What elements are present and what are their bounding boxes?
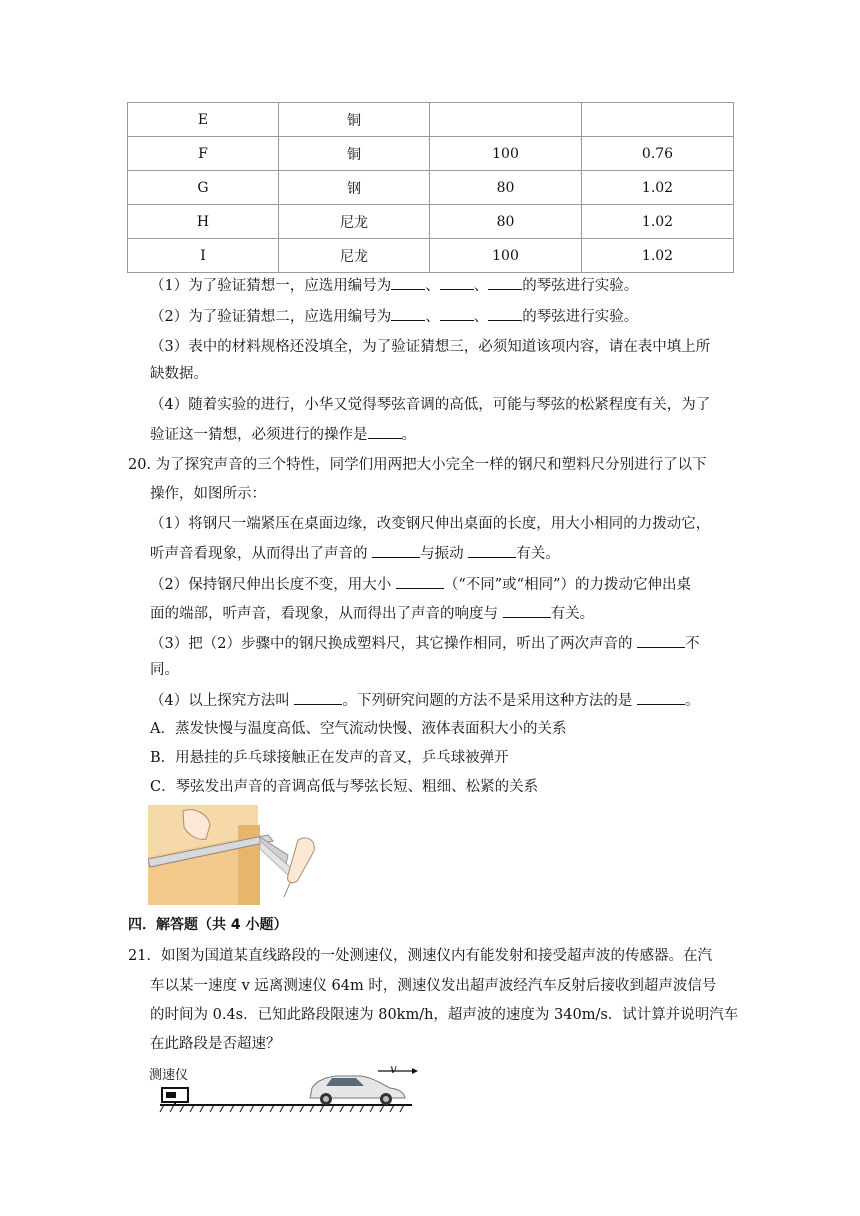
separator: 、 <box>473 309 489 325</box>
table-cell: 1.02 <box>582 205 734 239</box>
period: 。 <box>684 693 700 709</box>
q20-step2-line1 <box>150 574 691 595</box>
q20-option-a: A．蒸发快慢与温度高低、空气流动快慢、液体表面积大小的关系 <box>150 721 567 737</box>
table-cell: 100 <box>430 239 582 273</box>
q20-step1-line1: （1）将钢尺一端紧压在桌面边缘，改变钢尺伸出桌面的长度，用大小相同的力拨动它， <box>150 516 711 532</box>
answer-blank[interactable] <box>468 543 516 558</box>
table-cell: G <box>128 171 279 205</box>
table-cell: 80 <box>430 171 582 205</box>
answer-blank[interactable] <box>503 603 551 618</box>
q20-step3-line1 <box>150 633 700 654</box>
q20-step3-text: （3）把（2）步骤中的钢尺换成塑料尺，其它操作相同，听出了两次声音的 <box>150 636 638 652</box>
table-cell <box>582 103 734 137</box>
q19-part1-text: （1）为了验证猜想一，应选用编号为 <box>150 278 392 294</box>
q21-line4: 在此路段是否超速？ <box>150 1036 281 1052</box>
q19-part4-text: 验证这一猜想，必须进行的操作是 <box>150 427 368 443</box>
q20-intro-line1: 20. 为了探究声音的三个特性，同学们用两把大小完全一样的钢尺和塑料尺分别进行了以下 <box>128 457 707 473</box>
q19-part2-text: （2）为了验证猜想二，应选用编号为 <box>150 309 392 325</box>
q20-option-b: B．用悬挂的乒乓球接触正在发声的音叉，乒乓球被弹开 <box>150 750 509 766</box>
q20-step4 <box>150 690 699 711</box>
answer-blank[interactable] <box>396 574 444 589</box>
answer-blank[interactable] <box>440 306 474 321</box>
table-row <box>128 171 734 205</box>
answer-blank[interactable] <box>391 306 425 321</box>
q20-option-c: C．琴弦发出声音的音调高低与琴弦长短、粗细、松紧的关系 <box>150 779 539 795</box>
q20-step2-mid: （“不同”或“相同”）的力拨动它伸出桌 <box>443 577 691 593</box>
answer-blank[interactable] <box>637 690 685 705</box>
separator: 、 <box>425 309 440 325</box>
q19-part1 <box>150 275 638 296</box>
q20-intro-line2: 操作，如图所示： <box>150 486 266 502</box>
q19-part3-line2: 缺数据。 <box>150 366 208 382</box>
q20-step4-text: （4）以上探究方法叫 <box>150 693 295 709</box>
answer-blank[interactable] <box>637 633 685 648</box>
velocity-label: v <box>390 1062 397 1076</box>
table-cell: 尼龙 <box>279 239 430 273</box>
q21-line2: 车以某一速度 v 远离测速仪 64m 时，测速仪发出超声波经汽车反射后接收到超声波信号 <box>150 978 717 994</box>
q19-part3-line1: （3）表中的材料规格还没填全，为了验证猜想三，必须知道该项内容，请在表中填上所 <box>150 339 711 355</box>
q20-step1-tail: 有关。 <box>516 546 560 562</box>
table-cell: 铜 <box>279 137 430 171</box>
table-cell: E <box>128 103 279 137</box>
table-row <box>128 205 734 239</box>
answer-blank[interactable] <box>391 275 425 290</box>
separator: 、 <box>425 278 440 294</box>
table-cell: 1.02 <box>582 171 734 205</box>
q19-part2-tail: 的琴弦进行实验。 <box>522 309 639 325</box>
answer-blank[interactable] <box>440 275 474 290</box>
separator: 、 <box>473 278 489 294</box>
table-cell: 1.02 <box>582 239 734 273</box>
q20-step1-line2 <box>150 543 560 564</box>
q19-part1-tail: 的琴弦进行实验。 <box>522 278 639 294</box>
table-cell: 80 <box>430 205 582 239</box>
table-cell: 尼龙 <box>279 205 430 239</box>
answer-blank[interactable] <box>372 543 420 558</box>
q20-step2-tail: 有关。 <box>550 606 595 622</box>
table-cell <box>430 103 582 137</box>
ruler-experiment-figure <box>148 805 328 905</box>
speed-camera-label: 测速仪 <box>149 1068 189 1083</box>
q19-part4-line2 <box>150 424 416 445</box>
table-row <box>128 239 734 273</box>
table-cell: 铜 <box>279 103 430 137</box>
q20-step3-line2: 同。 <box>150 662 179 678</box>
q21-line3: 的时间为 0.4s．已知此路段限速为 80km/h，超声波的速度为 340m/s．试计算并说明汽车 <box>150 1007 739 1023</box>
answer-blank[interactable] <box>368 424 402 439</box>
q20-step2-text2: 面的端部，听声音，看现象，从而得出了声音的响度与 <box>150 606 503 622</box>
q20-step2-line2 <box>150 603 594 624</box>
q20-step2-text: （2）保持钢尺伸出长度不变，用大小 <box>150 577 396 593</box>
answer-blank[interactable] <box>488 306 522 321</box>
table-cell: I <box>128 239 279 273</box>
table-cell: 钢 <box>279 171 430 205</box>
answer-blank[interactable] <box>294 690 342 705</box>
q21-line1: 21．如图为国道某直线路段的一处测速仪，测速仪内有能发射和接受超声波的传感器。在汽 <box>128 948 712 964</box>
table-cell: 0.76 <box>582 137 734 171</box>
q20-step4-mid: 。下列研究问题的方法不是采用这种方法的是 <box>342 693 637 709</box>
table-cell: F <box>128 137 279 171</box>
q19-part2 <box>150 306 638 327</box>
answer-blank[interactable] <box>488 275 522 290</box>
section-heading: 四．解答题（共 4 小题） <box>128 917 288 933</box>
table-row <box>128 103 734 137</box>
table-cell: 100 <box>430 137 582 171</box>
q20-step1-text: 听声音看现象，从而得出了声音的 <box>150 546 373 562</box>
string-spec-table <box>127 102 734 273</box>
q19-part4-line1: （4）随着实验的进行，小华又觉得琴弦音调的高低，可能与琴弦的松紧程度有关，为了 <box>150 397 711 413</box>
speed-camera-figure <box>150 1064 420 1114</box>
table-cell: H <box>128 205 279 239</box>
q20-step3-tail: 不 <box>685 636 700 652</box>
period: 。 <box>401 427 416 443</box>
q20-step1-mid: 与振动 <box>420 546 469 562</box>
table-row <box>128 137 734 171</box>
